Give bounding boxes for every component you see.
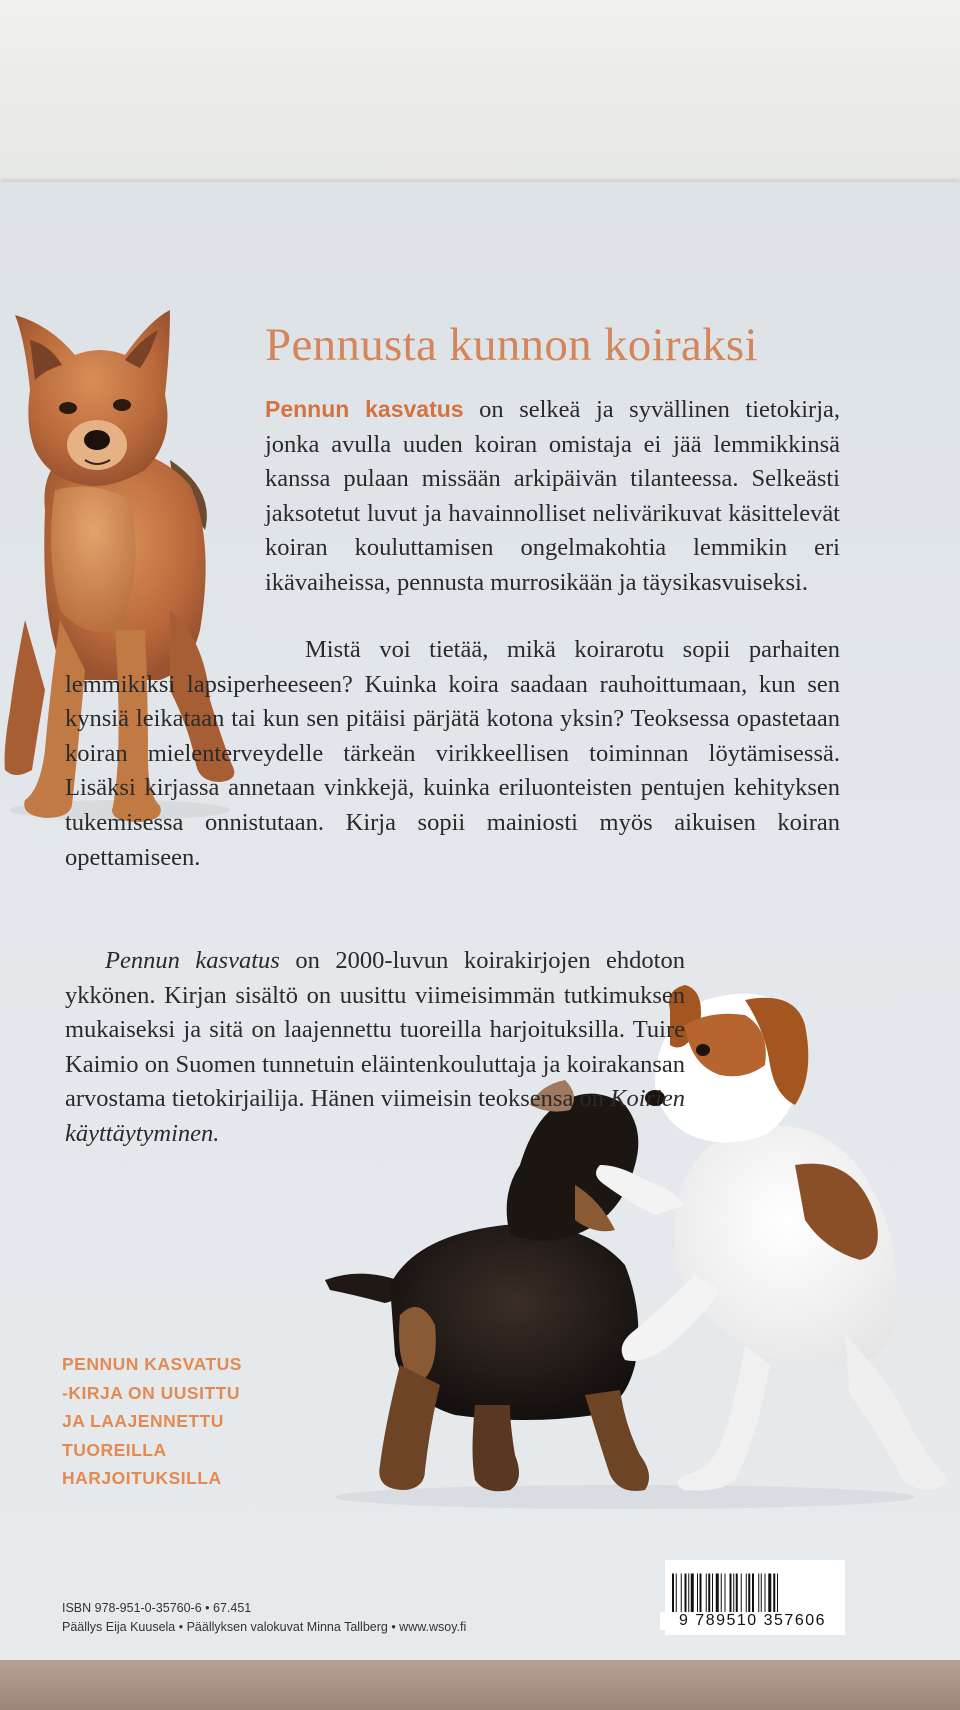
background-surface-top [0,0,960,185]
book-title-lead: Pennun kasvatus [265,396,464,422]
blurb-paragraph-2-text: Mistä voi tietää, mikä koirarotu sopii parhaiten lemmikiksi lapsiperheeseen? Kuinka koira saadaan rauhoittumaan, kun sen kynsiä leikataan tai kun sen pitäisi pärjätä kotona yksin? Teoksessa opastetaan koiran mielenterveydelle tärkeän virikkeellisen toiminnan löytämisessä. Lisäksi kirjassa annetaan vinkkejä, kuinka eriluonteisten pentujen kehityksen tukemisessa onnistutaan. Kirja sopii mainiosti myös aikuisen koiran opettamiseen. [65,636,840,871]
tagline-line: -KIRJA ON UUSITTU [62,1382,240,1403]
blurb-paragraph-1 [265,392,840,601]
credit-line: Päällys Eija Kuusela • Päällyksen valokuvat Minna Tallberg • www.wsoy.fi [62,1620,467,1634]
blurb-paragraph-1-text: on selkeä ja syvällinen tietokirja, jonka avulla uuden koiran omistaja ei jää lemmikkinsä kanssa pulaan missään arkipäivän tilanteessa. Selkeästi jaksotetut luvut ja havainnolliset nelivärikuvat käsittelevät koiran kouluttamisen ongelmakohtia lemmikin eri ikävaiheissa, pennusta murrosikään ja täysikasvuiseksi. [265,396,840,596]
cover-headline: Pennusta kunnon koiraksi [265,319,758,371]
isbn-line: ISBN 978-951-0-35760-6 • 67.451 [62,1601,252,1615]
credits-block [62,1599,466,1637]
tagline-line: PENNUN KASVATUS [62,1354,242,1374]
background-surface-bottom [0,1660,960,1710]
tagline-line: TUOREILLA [62,1439,167,1460]
book-title-italic: Pennun kasvatus [105,947,280,974]
tagline-line: HARJOITUKSILLA [62,1468,222,1488]
barcode-digits: 9 789510 357606 [660,1612,845,1630]
author-previous-book: Koirien käyttäytyminen. [65,1085,685,1147]
blurb-paragraph-3-text: on 2000-luvun koirakirjojen ehdoton ykkönen. Kirjan sisältö on uusittu viimeisimmän tutkimuksen mukaiseksi ja sitä on laajennettu tuoreilla harjoituksilla. Tuire Kaimio on Suomen tunnetuin eläintenkouluttaja ja koirakansan arvostama tietokirjailija. Hänen viimeisin teoksensa on [65,947,685,1113]
blurb-paragraph-3 [65,944,685,1152]
cover-tagline [62,1350,322,1493]
blurb-paragraph-2 [65,633,840,875]
tagline-line: JA LAAJENNETTU [62,1411,224,1431]
